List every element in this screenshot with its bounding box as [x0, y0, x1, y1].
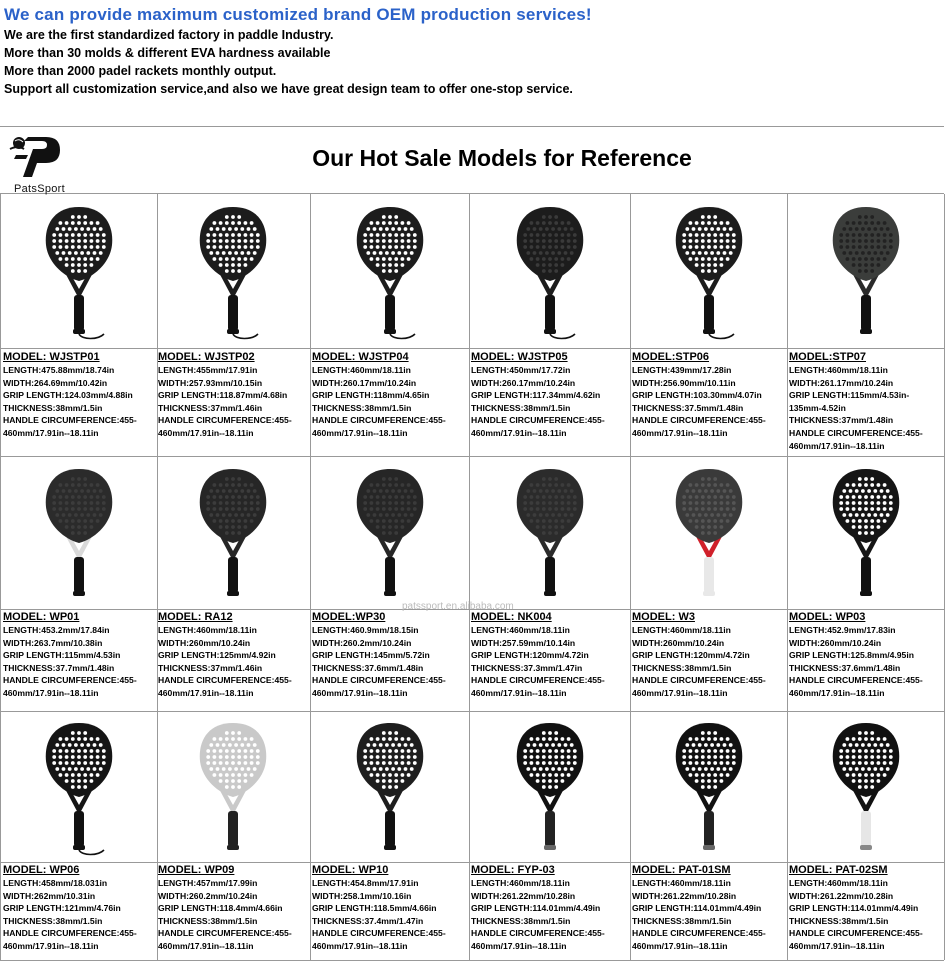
- headline: We can provide maximum customized brand OEM production services!: [4, 5, 592, 24]
- spec-line: LENGTH:455mm/17.91in: [158, 365, 258, 375]
- padel-racket-icon: [34, 465, 124, 605]
- spec-line: 460mm/17.91in--18.11in: [471, 940, 567, 951]
- spec-line: THICKNESS:38mm/1.5in: [632, 915, 732, 926]
- model-row: [0, 194, 944, 457]
- racket-image: [787, 711, 944, 863]
- spec-line: 460mm/17.91in--18.11in: [312, 687, 408, 698]
- racket-image: [787, 194, 944, 349]
- model-name: MODEL: WP03: [789, 611, 866, 623]
- model-name: MODEL: WJSTP01: [3, 351, 100, 363]
- spec-line: WIDTH:256.90mm/10.11in: [632, 377, 736, 388]
- spec-line: LENGTH:460mm/18.11in: [632, 878, 731, 888]
- spec-line: THICKNESS:38mm/1.5in: [471, 915, 571, 926]
- spec-line: WIDTH:260mm/10.24in: [632, 637, 725, 648]
- spec-line: HANDLE CIRCUMFERENCE:455-: [312, 675, 446, 686]
- spec-line: THICKNESS:38mm/1.5in: [789, 915, 889, 926]
- spec-block: [158, 864, 309, 953]
- spec-line: WIDTH:263.7mm/10.38in: [3, 637, 103, 648]
- spec-line: THICKNESS:37.4mm/1.47in: [312, 915, 424, 926]
- spec-line: WIDTH:260.2mm/10.24in: [312, 637, 412, 648]
- padel-racket-icon: [345, 203, 435, 343]
- spec-line: GRIP LENGTH:125.8mm/4.95in: [789, 650, 914, 661]
- model-name: MODEL: PAT-01SM: [632, 864, 731, 876]
- racket-image: [1, 711, 157, 863]
- padel-racket-icon: [505, 719, 595, 859]
- padel-racket-icon: [664, 719, 754, 859]
- spec-line: GRIP LENGTH:118.5mm/4.66in: [312, 903, 437, 914]
- spec-line: HANDLE CIRCUMFERENCE:455-: [632, 675, 766, 686]
- spec-line: THICKNESS:38mm/1.5in: [3, 402, 103, 413]
- spec-line: LENGTH:460mm/18.11in: [789, 365, 888, 375]
- intro-line: Support all customization service,and also we have great design team to offer one-stop service.: [4, 82, 573, 96]
- spec-line: HANDLE CIRCUMFERENCE:455-: [312, 415, 446, 426]
- spec-line: GRIP LENGTH:121mm/4.76in: [3, 903, 121, 914]
- spec-block: [3, 864, 156, 953]
- spec-line: GRIP LENGTH:114.01mm/4.49in: [789, 903, 919, 914]
- model-name: MODEL:STP06: [632, 351, 710, 363]
- spec-line: LENGTH:460mm/18.11in: [471, 878, 570, 888]
- model-card: [310, 194, 470, 456]
- spec-line: 460mm/17.91in--18.11in: [158, 940, 254, 951]
- model-card: [310, 456, 470, 711]
- padel-racket-icon: [664, 465, 754, 605]
- model-name: MODEL: RA12: [158, 611, 233, 623]
- spec-line: WIDTH:262mm/10.31in: [3, 890, 96, 901]
- spec-line: THICKNESS:37.7mm/1.48in: [3, 662, 115, 673]
- spec-line: THICKNESS:38mm/1.5in: [158, 915, 258, 926]
- spec-block: [471, 864, 629, 953]
- logo-text: PatsSport: [14, 183, 66, 195]
- spec-line: GRIP LENGTH:114.01mm/4.49in: [471, 903, 601, 914]
- model-name: MODEL: WJSTP05: [471, 351, 568, 363]
- model-card: [156, 194, 311, 456]
- spec-block: [632, 611, 786, 700]
- spec-line: HANDLE CIRCUMFERENCE:455-: [3, 415, 137, 426]
- model-name: MODEL: WP09: [158, 864, 235, 876]
- racket-image: [156, 711, 310, 863]
- spec-line: THICKNESS:38mm/1.5in: [632, 662, 732, 673]
- spec-line: GRIP LENGTH:125mm/4.92in: [158, 650, 276, 661]
- spec-line: WIDTH:261.22mm/10.28in: [789, 890, 894, 901]
- spec-line: HANDLE CIRCUMFERENCE:455-: [789, 928, 923, 939]
- spec-block: [632, 864, 786, 953]
- model-card: [469, 194, 631, 456]
- spec-line: GRIP LENGTH:114.01mm/4.49in: [632, 903, 762, 914]
- spec-line: LENGTH:452.9mm/17.83in: [789, 625, 896, 635]
- spec-block: [789, 351, 943, 452]
- spec-line: THICKNESS:37mm/1.48in: [789, 415, 894, 426]
- model-name: MODEL:WP30: [312, 611, 386, 623]
- spec-line: GRIP LENGTH:120mm/4.72in: [632, 650, 750, 661]
- racket-image: [469, 194, 630, 349]
- spec-line: 460mm/17.91in--18.11in: [471, 427, 567, 438]
- spec-line: WIDTH:257.93mm/10.15in: [158, 377, 263, 388]
- spec-line: WIDTH:261.17mm/10.24in: [789, 377, 894, 388]
- spec-line: THICKNESS:38mm/1.5in: [3, 915, 103, 926]
- spec-line: 460mm/17.91in--18.11in: [789, 940, 885, 951]
- spec-line: GRIP LENGTH:118.87mm/4.68in: [158, 390, 288, 401]
- racket-image: [1, 456, 157, 610]
- model-card: [630, 194, 788, 456]
- spec-line: 135mm-4.52in: [789, 402, 846, 413]
- racket-image: [787, 456, 944, 610]
- racket-image: [156, 456, 310, 610]
- spec-line: GRIP LENGTH:103.30mm/4.07in: [632, 390, 762, 401]
- padel-racket-icon: [821, 203, 911, 343]
- spec-line: 460mm/17.91in--18.11in: [471, 687, 567, 698]
- spec-line: 460mm/17.91in--18.11in: [3, 427, 99, 438]
- spec-line: HANDLE CIRCUMFERENCE:455-: [471, 415, 605, 426]
- spec-line: THICKNESS:37mm/1.46in: [158, 402, 263, 413]
- model-card: [787, 194, 945, 456]
- spec-line: GRIP LENGTH:115mm/4.53in-: [789, 390, 910, 401]
- model-card: [787, 456, 945, 711]
- spec-line: LENGTH:460.9mm/18.15in: [312, 625, 419, 635]
- model-name: MODEL: WP01: [3, 611, 80, 623]
- spec-line: THICKNESS:38mm/1.5in: [312, 402, 412, 413]
- spec-line: HANDLE CIRCUMFERENCE:455-: [158, 928, 292, 939]
- spec-line: 460mm/17.91in--18.11in: [632, 427, 728, 438]
- racket-image: [310, 711, 469, 863]
- padel-racket-icon: [34, 203, 124, 343]
- spec-line: HANDLE CIRCUMFERENCE:455-: [471, 928, 605, 939]
- spec-block: [158, 611, 309, 700]
- spec-line: WIDTH:264.69mm/10.42in: [3, 377, 108, 388]
- spec-line: GRIP LENGTH:118.4mm/4.66in: [158, 903, 283, 914]
- racket-image: [630, 456, 787, 610]
- spec-line: LENGTH:475.88mm/18.74in: [3, 365, 115, 375]
- model-card: [0, 711, 158, 960]
- model-sheet: [0, 126, 944, 959]
- model-name: MODEL: WP06: [3, 864, 80, 876]
- spec-line: HANDLE CIRCUMFERENCE:455-: [158, 415, 292, 426]
- spec-block: [3, 611, 156, 700]
- model-row: [0, 711, 944, 961]
- spec-line: 460mm/17.91in--18.11in: [789, 440, 885, 451]
- banner-title: Our Hot Sale Models for Reference: [312, 145, 692, 171]
- spec-line: LENGTH:460mm/18.11in: [312, 365, 411, 375]
- spec-line: WIDTH:260mm/10.24in: [789, 637, 882, 648]
- spec-line: HANDLE CIRCUMFERENCE:455-: [632, 415, 766, 426]
- spec-line: WIDTH:260.17mm/10.24in: [312, 377, 417, 388]
- racket-image: [156, 194, 310, 349]
- spec-block: [312, 351, 468, 440]
- racket-image: [469, 456, 630, 610]
- padel-racket-icon: [505, 465, 595, 605]
- spec-line: 460mm/17.91in--18.11in: [158, 427, 254, 438]
- spec-line: HANDLE CIRCUMFERENCE:455-: [471, 675, 605, 686]
- spec-line: HANDLE CIRCUMFERENCE:455-: [789, 427, 923, 438]
- model-card: [310, 711, 470, 960]
- spec-block: [789, 864, 943, 953]
- model-name: MODEL: NK004: [471, 611, 552, 623]
- spec-line: LENGTH:458mm/18.031in: [3, 878, 108, 888]
- model-card: [787, 711, 945, 960]
- spec-line: LENGTH:460mm/18.11in: [789, 878, 888, 888]
- racket-image: [469, 711, 630, 863]
- spec-line: HANDLE CIRCUMFERENCE:455-: [3, 928, 137, 939]
- model-name: MODEL: WP10: [312, 864, 389, 876]
- padel-racket-icon: [821, 465, 911, 605]
- spec-line: GRIP LENGTH:124.03mm/4.88in: [3, 390, 133, 401]
- padel-racket-icon: [188, 465, 278, 605]
- racket-image: [1, 194, 157, 349]
- spec-line: 460mm/17.91in--18.11in: [632, 687, 728, 698]
- model-card: [630, 456, 788, 711]
- spec-line: LENGTH:450mm/17.72in: [471, 365, 571, 375]
- model-name: MODEL: PAT-02SM: [789, 864, 888, 876]
- padel-racket-icon: [188, 719, 278, 859]
- model-name: MODEL: W3: [632, 611, 695, 623]
- spec-line: LENGTH:457mm/17.99in: [158, 878, 258, 888]
- spec-line: WIDTH:261.22mm/10.28in: [632, 890, 737, 901]
- watermark: patssport.en.alibaba.com: [402, 601, 514, 612]
- model-name: MODEL:STP07: [789, 351, 867, 363]
- spec-line: GRIP LENGTH:118mm/4.65in: [312, 390, 430, 401]
- spec-block: [471, 351, 629, 440]
- model-card: [630, 711, 788, 960]
- spec-line: HANDLE CIRCUMFERENCE:455-: [789, 675, 923, 686]
- spec-block: [158, 351, 309, 440]
- padel-racket-icon: [505, 203, 595, 343]
- padel-racket-icon: [345, 465, 435, 605]
- spec-line: THICKNESS:37mm/1.46in: [158, 662, 263, 673]
- model-card: [156, 456, 311, 711]
- spec-line: THICKNESS:38mm/1.5in: [471, 402, 571, 413]
- spec-line: 460mm/17.91in--18.11in: [789, 687, 885, 698]
- spec-line: LENGTH:439mm/17.28in: [632, 365, 732, 375]
- spec-line: THICKNESS:37.6mm/1.48in: [789, 662, 901, 673]
- spec-line: WIDTH:260.17mm/10.24in: [471, 377, 576, 388]
- spec-line: LENGTH:460mm/18.11in: [158, 625, 257, 635]
- padel-racket-icon: [34, 719, 124, 859]
- spec-line: LENGTH:460mm/18.11in: [471, 625, 570, 635]
- padel-racket-icon: [188, 203, 278, 343]
- intro-line: More than 30 molds & different EVA hardness available: [4, 46, 331, 60]
- padel-racket-icon: [821, 719, 911, 859]
- spec-line: LENGTH:453.2mm/17.84in: [3, 625, 110, 635]
- spec-block: [471, 611, 629, 700]
- padel-racket-icon: [345, 719, 435, 859]
- racket-image: [630, 194, 787, 349]
- spec-line: HANDLE CIRCUMFERENCE:455-: [158, 675, 292, 686]
- model-row: [0, 456, 944, 712]
- model-card: [469, 711, 631, 960]
- model-card: [0, 194, 158, 456]
- model-card: [469, 456, 631, 711]
- spec-line: HANDLE CIRCUMFERENCE:455-: [632, 928, 766, 939]
- spec-line: 460mm/17.91in--18.11in: [3, 687, 99, 698]
- spec-line: 460mm/17.91in--18.11in: [3, 940, 99, 951]
- model-name: MODEL: WJSTP04: [312, 351, 409, 363]
- spec-block: [3, 351, 156, 440]
- spec-line: WIDTH:261.22mm/10.28in: [471, 890, 576, 901]
- spec-line: THICKNESS:37.6mm/1.48in: [312, 662, 424, 673]
- racket-image: [630, 711, 787, 863]
- racket-image: [310, 194, 469, 349]
- model-card: [156, 711, 311, 960]
- spec-line: THICKNESS:37.5mm/1.48in: [632, 402, 744, 413]
- spec-line: WIDTH:258.1mm/10.16in: [312, 890, 412, 901]
- racket-image: [310, 456, 469, 610]
- spec-line: GRIP LENGTH:120mm/4.72in: [471, 650, 589, 661]
- spec-line: THICKNESS:37.3mm/1.47in: [471, 662, 583, 673]
- padel-racket-icon: [664, 203, 754, 343]
- spec-line: GRIP LENGTH:115mm/4.53in: [3, 650, 121, 661]
- banner: [0, 127, 944, 194]
- spec-line: GRIP LENGTH:145mm/5.72in: [312, 650, 430, 661]
- spec-line: WIDTH:260mm/10.24in: [158, 637, 251, 648]
- spec-line: 460mm/17.91in--18.11in: [158, 687, 254, 698]
- model-card: [0, 456, 158, 711]
- spec-line: HANDLE CIRCUMFERENCE:455-: [312, 928, 446, 939]
- spec-line: LENGTH:454.8mm/17.91in: [312, 878, 419, 888]
- spec-line: HANDLE CIRCUMFERENCE:455-: [3, 675, 137, 686]
- spec-line: 460mm/17.91in--18.11in: [312, 427, 408, 438]
- intro-line: More than 2000 padel rackets monthly output.: [4, 64, 277, 78]
- model-name: MODEL: WJSTP02: [158, 351, 255, 363]
- intro-block: [4, 4, 944, 98]
- spec-block: [632, 351, 786, 440]
- model-name: MODEL: FYP-03: [471, 864, 555, 876]
- spec-line: WIDTH:257.59mm/10.14in: [471, 637, 576, 648]
- spec-block: [789, 611, 943, 700]
- spec-line: 460mm/17.91in--18.11in: [312, 940, 408, 951]
- intro-line: We are the first standardized factory in paddle Industry.: [4, 28, 334, 42]
- spec-line: GRIP LENGTH:117.34mm/4.62in: [471, 390, 601, 401]
- spec-line: LENGTH:460mm/18.11in: [632, 625, 731, 635]
- spec-line: WIDTH:260.2mm/10.24in: [158, 890, 258, 901]
- spec-block: [312, 864, 468, 953]
- spec-line: 460mm/17.91in--18.11in: [632, 940, 728, 951]
- spec-block: [312, 611, 468, 700]
